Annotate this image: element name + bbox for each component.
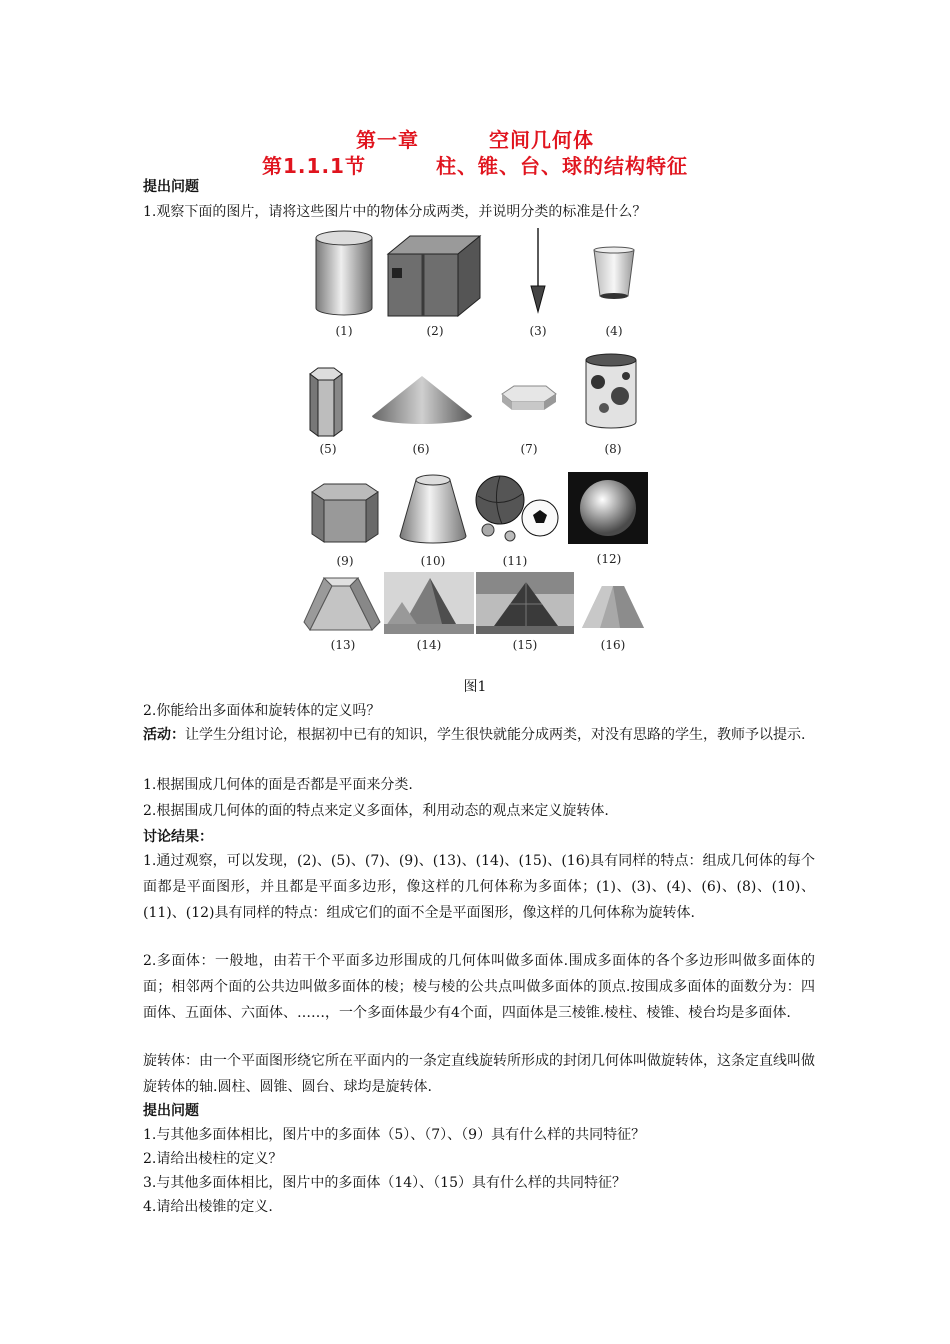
activity-paragraph	[143, 722, 815, 748]
figure-cone	[370, 374, 474, 428]
activity-hint-1: 1.根据围成几何体的面是否都是平面来分类.	[143, 777, 413, 793]
section-name: 柱、锥、台、球的结构特征	[435, 154, 688, 178]
activity-text: 让学生分组讨论，根据初中已有的知识，学生很快就能分成两类，对没有思路的学生，教师予以提示.	[185, 727, 806, 743]
figure-box	[384, 232, 484, 318]
figure-label: (9)	[336, 554, 354, 568]
question-1: 1.观察下面的图片，请将这些图片中的物体分成两类，并说明分类的标准是什么？	[143, 204, 647, 220]
figure-hexagonal-tile	[500, 384, 558, 414]
activity-hint-2: 2.根据围成几何体的面的特点来定义多面体，利用动态的观点来定义旋转体.	[143, 803, 609, 819]
figure-trapezoid-prism	[302, 572, 382, 634]
figure-label: (14)	[416, 638, 442, 652]
figure-pyramid-frustum	[580, 582, 646, 632]
figure-cup	[592, 246, 636, 302]
figure-pyramid-photo	[384, 572, 474, 634]
figure-label: (16)	[600, 638, 626, 652]
figure-sphere	[568, 472, 648, 544]
figure-label: (11)	[502, 554, 528, 568]
figure-octagonal-prism	[310, 480, 380, 544]
figure-cone-frustum	[398, 472, 468, 546]
discussion-result-3: 旋转体：由一个平面图形绕它所在平面内的一条定直线旋转所形成的封闭几何体叫做旋转体，这条定直线叫做旋转体的轴.圆柱、圆锥、圆台、球均是旋转体.	[143, 1053, 815, 1095]
figure-canister	[582, 352, 640, 430]
chapter-number: 第一章	[356, 128, 419, 152]
question-2: 2.你能给出多面体和旋转体的定义吗？	[143, 703, 381, 719]
question-pyramid-definition: 4.请给出棱锥的定义.	[143, 1199, 273, 1215]
heading-ask-questions: 提出问题	[143, 179, 199, 195]
heading-ask-questions-2: 提出问题	[143, 1103, 199, 1119]
figure-caption: 图1	[463, 679, 487, 695]
discussion-result-2: 2.多面体：一般地，由若干个平面多边形围成的几何体叫做多面体.围成多面体的各个多边形叫做多面体的面；相邻两个面的公共边叫做多面体的棱；棱与棱的公共点叫做多面体的顶点.按围成多面体的面数分为：四面体、五面体、六面体、……，一个多面体最少有4个面，四面体是三棱锥.棱柱、棱锥、棱台均是多面体.	[143, 953, 815, 1021]
figure-label: (6)	[412, 442, 430, 456]
figure-label: (13)	[330, 638, 356, 652]
figure-label: (8)	[604, 442, 622, 456]
activity-label: 活动：	[143, 727, 185, 743]
figure-label: (5)	[319, 442, 337, 456]
figure-label: (10)	[420, 554, 446, 568]
figure-label: (12)	[596, 552, 622, 566]
figure-label: (7)	[520, 442, 538, 456]
question-prism-features: 1.与其他多面体相比，图片中的多面体（5）、（7）、（9）具有什么样的共同特征？	[143, 1127, 646, 1143]
chapter-title	[0, 124, 950, 153]
discussion-result-1: 1.通过观察，可以发现，(2)、(5)、(7)、(9)、(13)、(14)、(15)、(16)具有同样的特点：组成几何体的每个面都是平面图形，并且都是平面多边形，像这样的几何体称为多面体；(1)、(3)、(4)、(6)、(8)、(10)、(11)、(12)具有同样的特点：组成它们的面不全是平面图形，像这样的几何体称为旋转体.	[143, 853, 815, 921]
figure-label: (15)	[512, 638, 538, 652]
chapter-name: 空间几何体	[489, 128, 594, 152]
figure-cylinder	[312, 228, 376, 318]
question-prism-definition: 2.请给出棱柱的定义？	[143, 1151, 283, 1167]
figure-label: (3)	[529, 324, 547, 338]
figure-1	[290, 224, 660, 664]
discussion-heading: 讨论结果：	[143, 829, 213, 845]
question-pyramid-features: 3.与其他多面体相比，图片中的多面体（14）、（15）具有什么样的共同特征？	[143, 1175, 626, 1191]
figure-hexagonal-prism	[306, 366, 346, 438]
figure-plumb-bob	[526, 228, 550, 318]
figure-label: (1)	[335, 324, 353, 338]
figure-glass-pyramid-photo	[476, 572, 574, 634]
figure-balls	[472, 474, 562, 544]
figure-label: (4)	[605, 324, 623, 338]
section-number: 第1.1.1节	[262, 154, 366, 178]
figure-label: (2)	[426, 324, 444, 338]
